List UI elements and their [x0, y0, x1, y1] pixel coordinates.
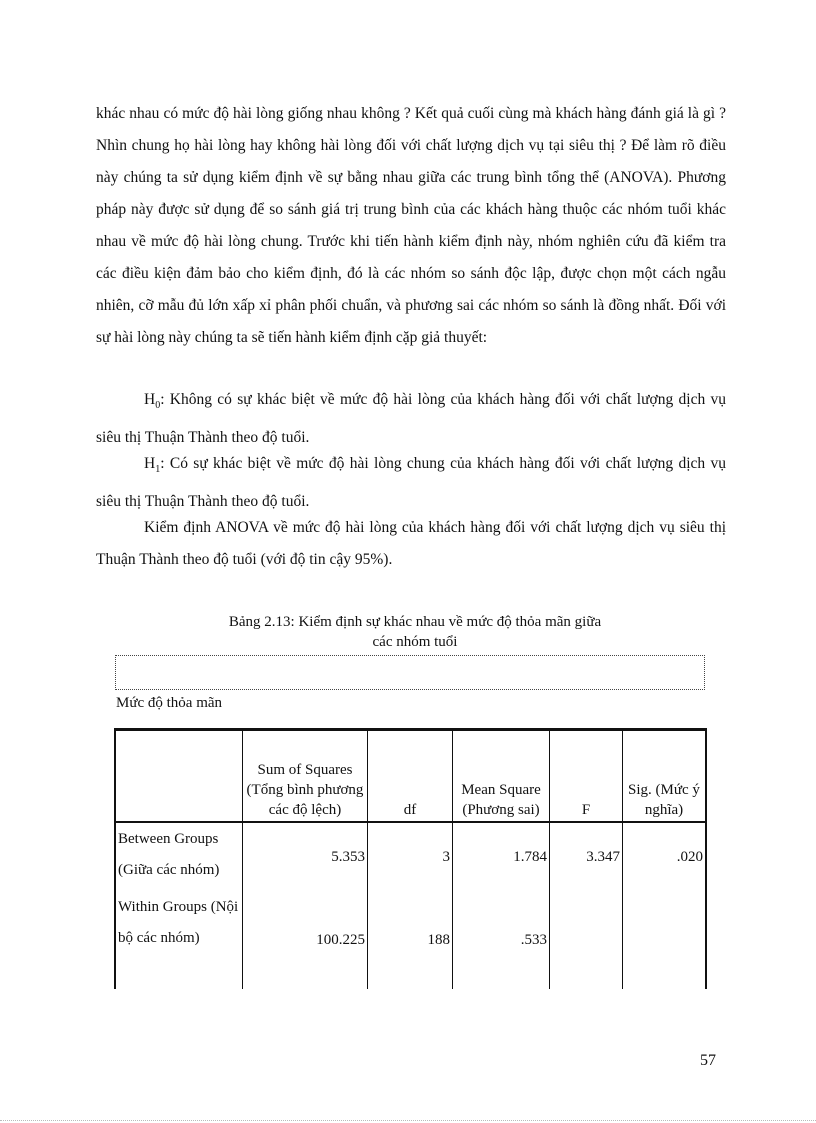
anova-table — [114, 728, 707, 989]
cell-sig — [623, 891, 707, 989]
row-label: Between Groups (Giữa các nhóm) — [115, 822, 243, 891]
cell-df: 3 — [368, 822, 453, 891]
cell-f: 3.347 — [550, 822, 623, 891]
table-variable-label: Mức độ thỏa mãn — [116, 695, 223, 711]
page-number: 57 — [700, 1052, 716, 1069]
header-mean-square: Mean Square (Phương sai) — [453, 730, 550, 823]
page-bottom-divider — [0, 1120, 816, 1121]
caption-line-2: các nhóm tuổi — [372, 634, 458, 650]
h0-text: : Không có sự khác biệt về mức độ hài lòng của khách hàng đối với chất lượng dịch vụ siêu thị Thuận Thành theo độ tuổi. — [96, 391, 726, 447]
table-row — [115, 891, 706, 989]
h0-subscript: 0 — [155, 400, 161, 412]
row-label: Within Groups (Nội bộ các nhóm) — [115, 891, 243, 989]
cell-f — [550, 891, 623, 989]
h1-text: : Có sự khác biệt về mức độ hài lòng chung của khách hàng đối với chất lượng dịch vụ siêu thị Thuận Thành theo độ tuổi. — [96, 455, 726, 511]
h0-letter: H — [144, 391, 156, 408]
cell-sum-of-squares: 100.225 — [243, 891, 368, 989]
cell-sum-of-squares: 5.353 — [243, 822, 368, 891]
intro-paragraph: khác nhau có mức độ hài lòng giống nhau không ? Kết quả cuối cùng mà khách hàng đánh giá là gì ? Nhìn chung họ hài lòng hay không hài lòng đối với chất lượng dịch vụ tại siêu thị ? Để làm rõ điều này chúng ta sử dụng kiểm định về sự bằng nhau giữa các trung bình tổng thể (ANOVA). Phương pháp này được sử dụng để so sánh giá trị trung bình của các khách hàng thuộc các nhóm tuổi khác nhau về mức độ hài lòng chung. Trước khi tiến hành kiểm định này, nhóm nghiên cứu đã kiểm tra các điều kiện đảm bảo cho kiểm định, đó là các nhóm so sánh độc lập, được chọn một cách ngẫu nhiên, cỡ mẫu đủ lớn xấp xỉ phân phối chuẩn, và phương sai các nhóm so sánh là đồng nhất. Đối với sự hài lòng này chúng ta sẽ tiến hành kiểm định cặp giả thuyết: — [96, 105, 726, 346]
header-sum-of-squares: Sum of Squares (Tổng bình phương các độ lệch) — [243, 730, 368, 823]
h1-letter: H — [144, 455, 156, 472]
cell-df: 188 — [368, 891, 453, 989]
header-df: df — [368, 730, 453, 823]
table-header-row — [115, 730, 706, 823]
cell-mean-square: 1.784 — [453, 822, 550, 891]
hypothesis-h0 — [96, 384, 726, 454]
anova-paragraph: Kiểm định ANOVA về mức độ hài lòng của khách hàng đối với chất lượng dịch vụ siêu thị Thuận Thành theo độ tuổi (với độ tin cậy 95%). — [96, 519, 726, 568]
table-title-box — [115, 655, 705, 690]
hypothesis-h1 — [96, 448, 726, 518]
cell-sig: .020 — [676, 849, 703, 865]
header-sig: Sig. (Mức ý nghĩa) — [623, 730, 707, 823]
cell-mean-square: .533 — [453, 891, 550, 989]
caption-line-1: Bảng 2.13: Kiểm định sự khác nhau về mức độ thỏa mãn giữa — [228, 614, 602, 630]
header-f: F — [550, 730, 623, 823]
table-row — [115, 822, 706, 891]
h1-subscript: 1 — [155, 464, 161, 476]
header-empty — [115, 730, 243, 823]
table-caption — [110, 612, 720, 652]
